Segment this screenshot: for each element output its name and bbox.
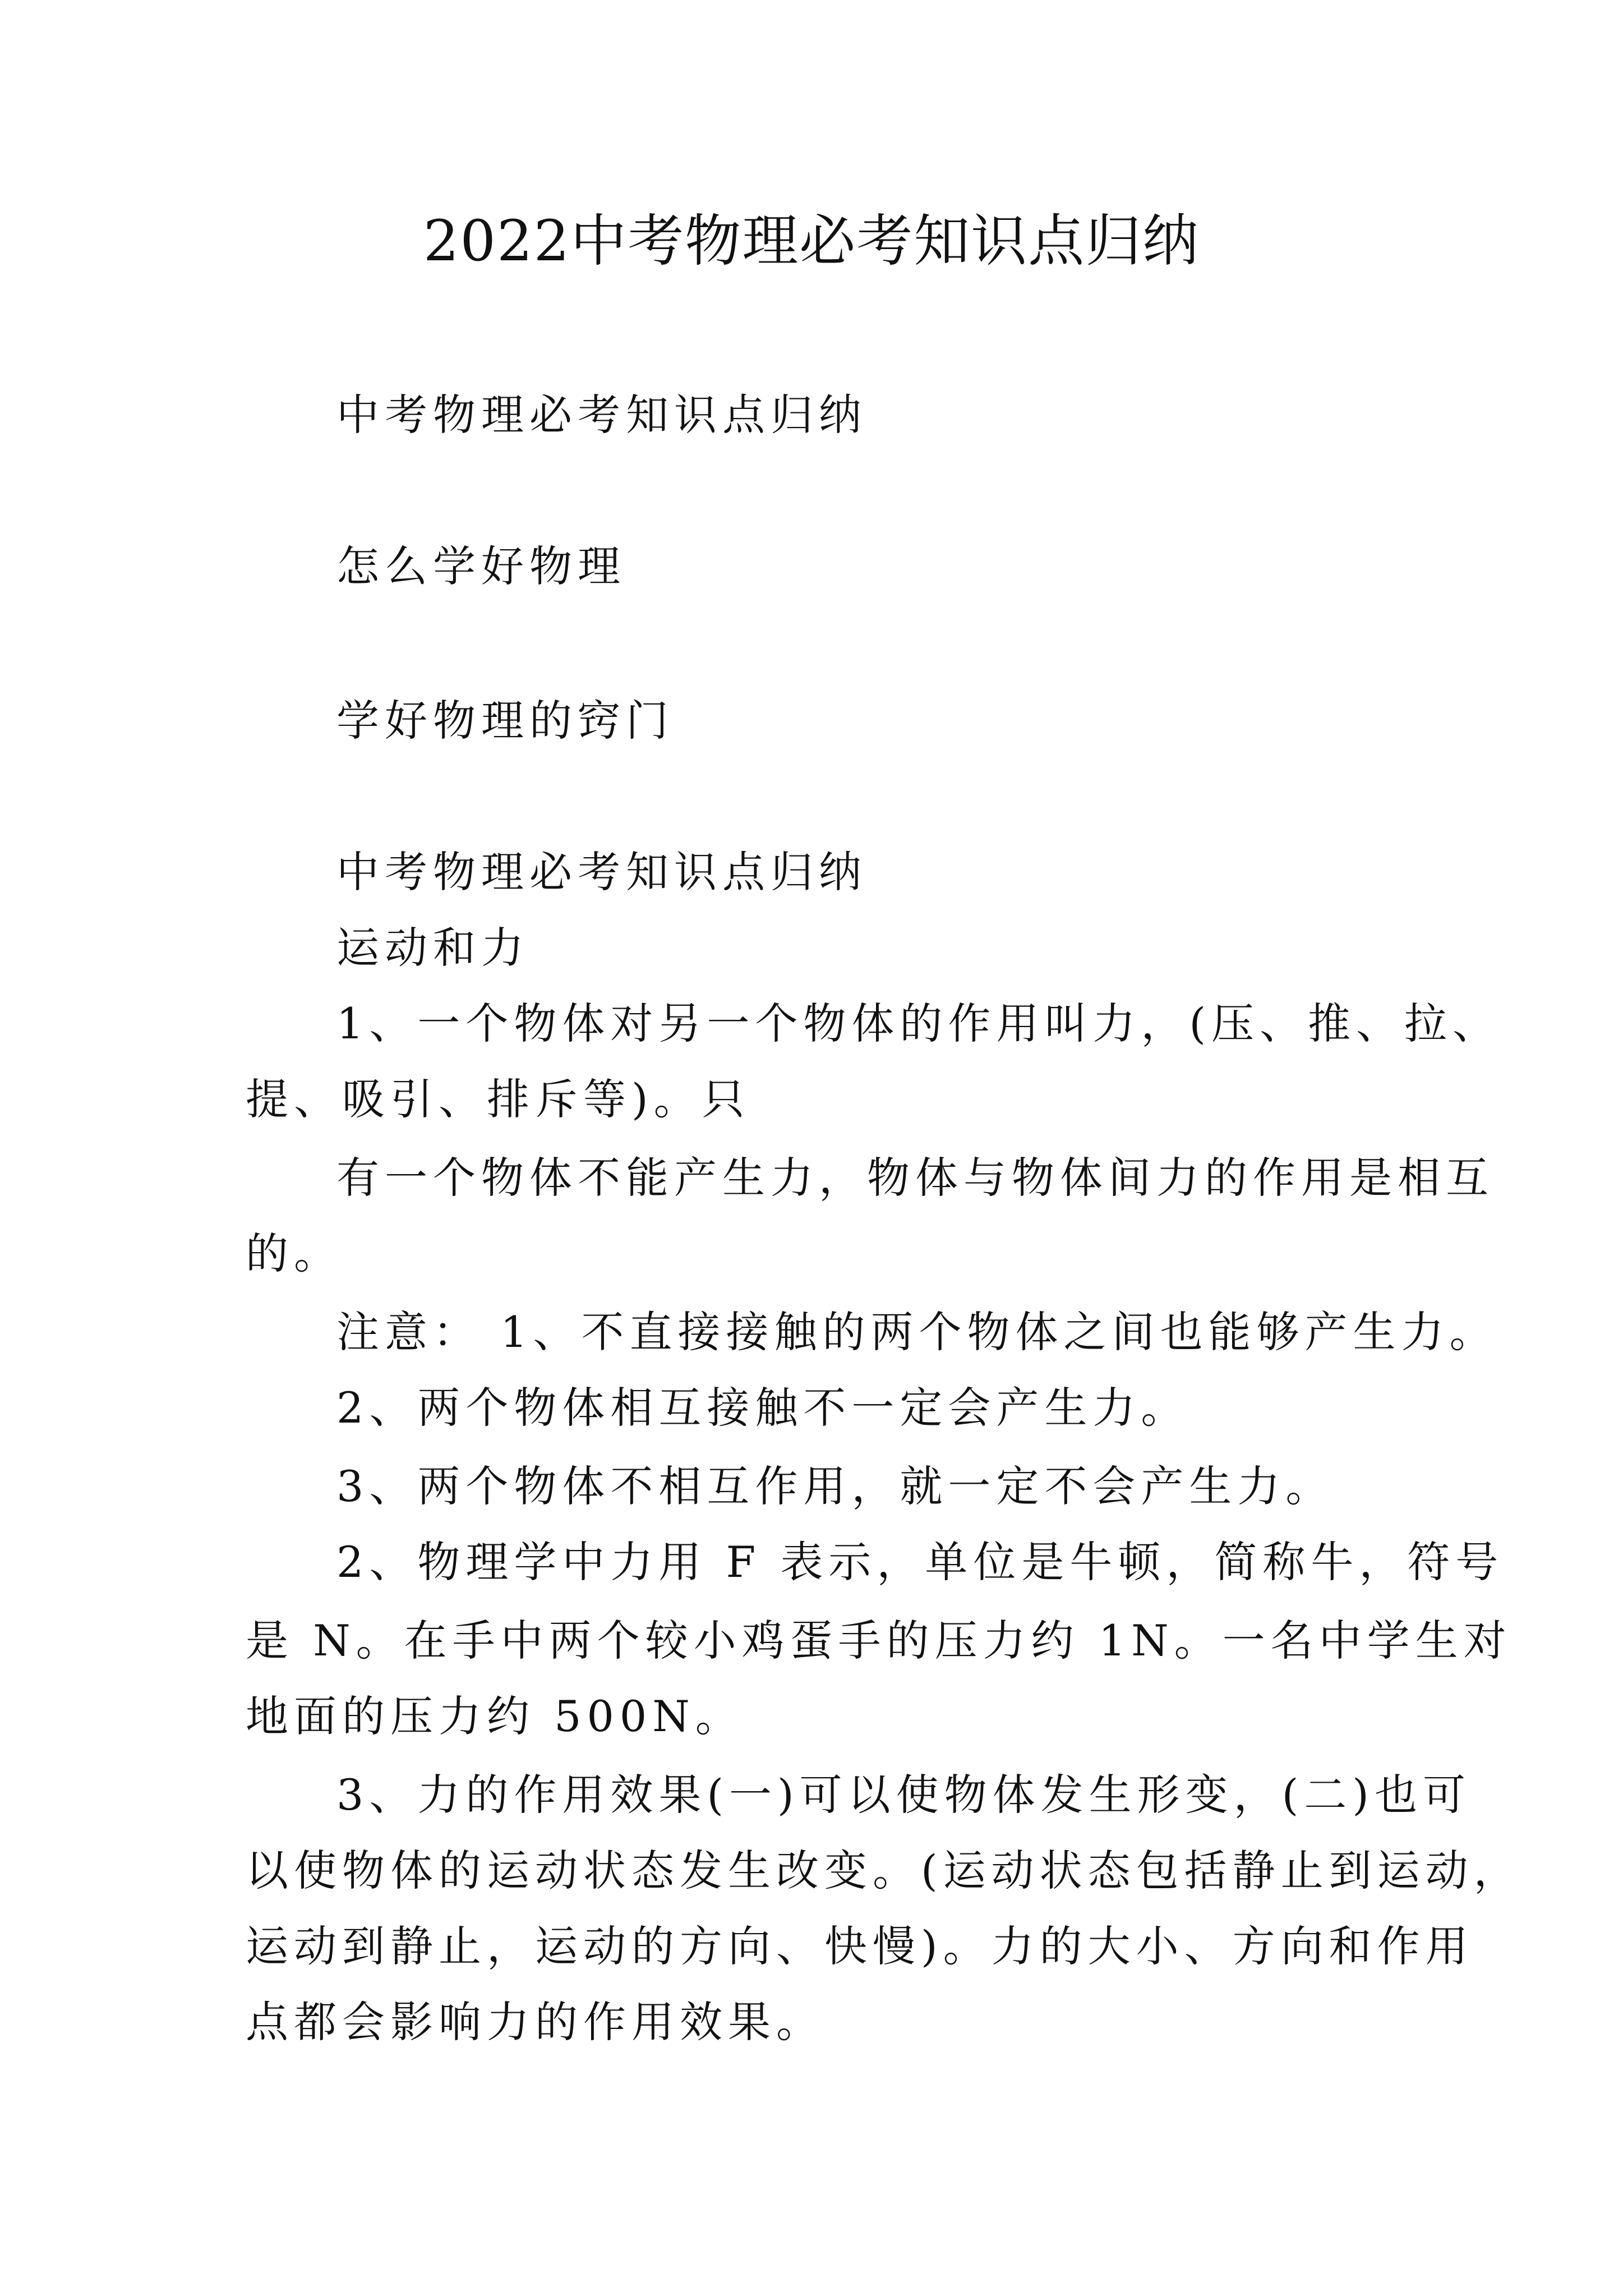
- note-line: 注意： 1、不直接接触的两个物体之间也能够产生力。: [336, 1307, 1498, 1357]
- section-heading: 学好物理的窍门: [336, 696, 674, 746]
- section-heading: 中考物理必考知识点归纳: [336, 847, 867, 897]
- document-title: 2022中考物理必考知识点归纳: [423, 208, 1200, 274]
- section-heading: 运动和力: [336, 923, 529, 973]
- paragraph-line: 是 N。在手中两个较小鸡蛋手的压力约 1N。一名中学生对: [246, 1616, 1512, 1665]
- paragraph-line: 以使物体的运动状态发生改变。(运动状态包括静止到运动，: [246, 1846, 1522, 1895]
- paragraph-line: 点都会影响力的作用效果。: [246, 1997, 824, 2047]
- paragraph-line: 的。: [246, 1228, 342, 1278]
- paragraph-line: 运动到静止，运动的方向、快慢)。力的大小、方向和作用: [246, 1921, 1474, 1971]
- note-line: 3、两个物体不相互作用，就一定不会产生力。: [336, 1461, 1334, 1511]
- note-line: 2、两个物体相互接触不一定会产生力。: [336, 1383, 1189, 1433]
- paragraph-line: 地面的压力约 500N。: [246, 1691, 744, 1741]
- paragraph-line: 有一个物体不能产生力，物体与物体间力的作用是相互: [336, 1153, 1494, 1203]
- section-heading: 怎么学好物理: [336, 541, 626, 591]
- paragraph-line: 1、一个物体对另一个物体的作用叫力，(压、推、拉、: [336, 999, 1501, 1048]
- paragraph-line: 提、吸引、排斥等)。只: [246, 1074, 750, 1124]
- paragraph-line: 2、物理学中力用 F 表示，单位是牛顿，简称牛，符号: [336, 1537, 1504, 1587]
- paragraph-line: 3、力的作用效果(一)可以使物体发生形变，(二)也可: [336, 1770, 1471, 1820]
- section-heading: 中考物理必考知识点归纳: [336, 390, 867, 440]
